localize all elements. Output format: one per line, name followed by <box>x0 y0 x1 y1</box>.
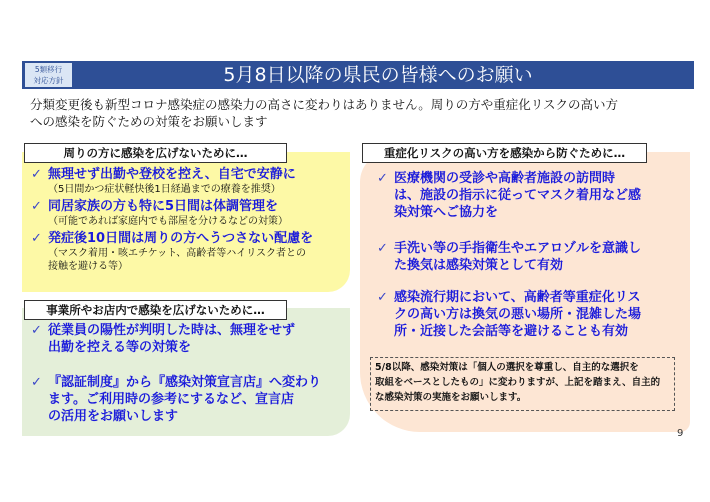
list-item: ✓ 『認証制度』から『感染対策宣言店』へ変わり ます。ご利用時の参考にするなど、宣言店 の活用をお願いします <box>31 375 322 424</box>
page-number: 9 <box>677 428 684 439</box>
panel-business-header: 事業所やお店内で感染を広げないために… <box>24 300 287 320</box>
check-icon: ✓ <box>377 290 388 305</box>
intro-text: 分類変更後も新型コロナ感染症の感染力の高さに変わりはありません。周りの方や重症化リスクの高い方 への感染を防ぐための対策をお願いします <box>30 97 619 129</box>
note-box: 5/8以降、感染対策は「個人の選択を尊重し、自主的な選択を 取組をベースとしたもの」に変わりますが、上記を踏まえ、自主的 な感染対策の実施をお願いします。 <box>370 357 675 411</box>
phase-badge: 5類移行 対応方針 <box>25 63 72 87</box>
check-icon: ✓ <box>31 199 42 214</box>
list-item: ✓ 感染流行期において、高齢者等重症化リス クの高い方は換気の悪い場所・混雑した場 所・近接した会話等を避けることも有効 <box>377 290 642 339</box>
check-icon: ✓ <box>31 323 42 338</box>
list-item: ✓ 無理せず出勤や登校を控え、自宅で安静に （5日間かつ症状軽快後1日経過までの療養を推奨） <box>31 167 296 195</box>
list-item: ✓ 発症後10日間は周りの方へうつさない配慮を （マスク着用・咳エチケット、高齢者等ハイリスク者との 接触を避ける等） <box>31 231 314 272</box>
check-icon: ✓ <box>31 167 42 182</box>
check-icon: ✓ <box>377 241 388 256</box>
list-item: ✓ 従業員の陽性が判明した時は、無理をせず 出勤を控える等の対策を <box>31 323 296 355</box>
list-item: ✓ 医療機関の受診や高齢者施設の訪問時 は、施設の指示に従ってマスク着用など感 染対策へご協力を <box>377 171 642 220</box>
list-item: ✓ 同居家族の方も特に5日間は体調管理を （可能であれば家庭内でも部屋を分けるなどの対策） <box>31 199 288 227</box>
panel-others-header: 周りの方に感染を広げないために… <box>24 143 287 163</box>
check-icon: ✓ <box>31 231 42 246</box>
panel-high-risk-header: 重症化リスクの高い方を感染から防ぐために… <box>362 143 647 163</box>
page-title: 5月8日以降の県民の皆様へのお願い <box>22 61 694 89</box>
check-icon: ✓ <box>31 375 42 390</box>
check-icon: ✓ <box>377 171 388 186</box>
list-item: ✓ 手洗い等の手指衛生やエアロゾルを意識し た換気は感染対策として有効 <box>377 241 642 273</box>
